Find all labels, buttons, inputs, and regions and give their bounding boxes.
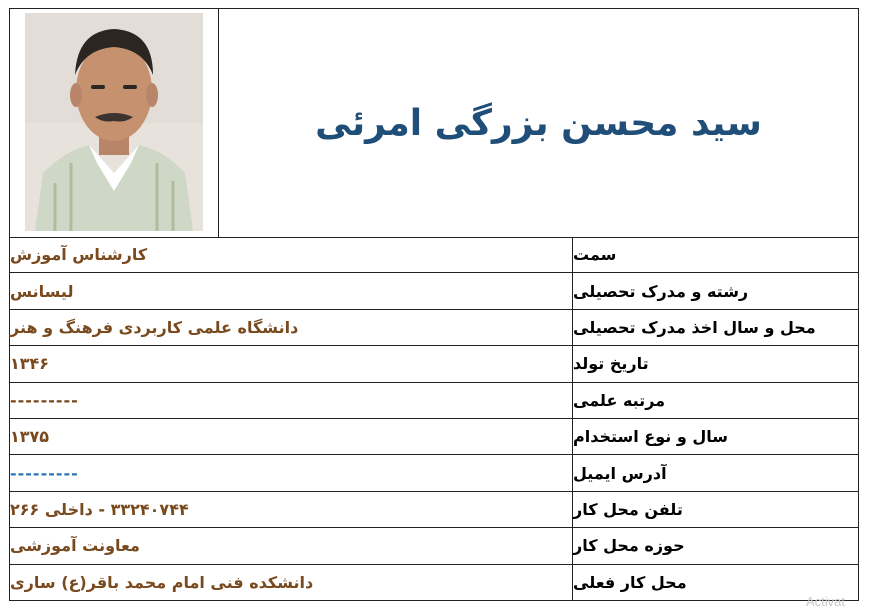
field-value: دانشکده فنی امام محمد باقر(ع) ساری (10, 573, 314, 593)
field-value (10, 455, 572, 490)
table-row (10, 455, 858, 491)
field-value: ۳۳۲۴۰۷۴۴ - داخلی ۲۶۶ (10, 499, 189, 519)
portrait-image (25, 13, 203, 231)
activation-watermark: Activat (806, 594, 846, 609)
table-row (10, 492, 858, 528)
table-row (10, 383, 858, 419)
table-row (10, 419, 858, 455)
profile-name: سید محسن بزرگی امرئی (315, 102, 762, 144)
photo-cell (10, 9, 219, 237)
field-value (10, 383, 572, 418)
field-label: آدرس ایمیل (572, 455, 858, 490)
table-row (10, 310, 858, 346)
field-label: تلفن محل کار (572, 492, 858, 527)
field-label: مرتبه علمی (572, 383, 858, 418)
field-value: دانشگاه علمی کاربردی فرهنگ و هنر (10, 317, 299, 337)
field-label: سمت (572, 237, 858, 272)
table-row (10, 273, 858, 309)
profile-header (10, 9, 858, 238)
email-placeholder-dashes: --------- (10, 463, 79, 483)
profile-card (9, 8, 859, 601)
field-label: محل و سال اخذ مدرک تحصیلی (572, 310, 858, 345)
profile-photo (25, 13, 203, 231)
table-row (10, 565, 858, 601)
field-label: حوزه محل کار (572, 528, 858, 563)
field-label: رشته و مدرک تحصیلی (572, 273, 858, 308)
field-value: ۱۳۴۶ (10, 354, 50, 374)
field-label: تاریخ تولد (572, 346, 858, 381)
field-value: لیسانس (10, 281, 74, 301)
table-row (10, 237, 858, 273)
field-value: معاونت آموزشی (10, 536, 140, 556)
field-value: کارشناس آموزش (10, 245, 148, 265)
placeholder-dashes: --------- (10, 390, 79, 410)
table-row (10, 346, 858, 382)
profile-info-table (10, 237, 858, 601)
field-value: ۱۳۷۵ (10, 427, 50, 447)
field-label: محل کار فعلی (572, 565, 858, 601)
field-label: سال و نوع استخدام (572, 419, 858, 454)
table-row (10, 528, 858, 564)
